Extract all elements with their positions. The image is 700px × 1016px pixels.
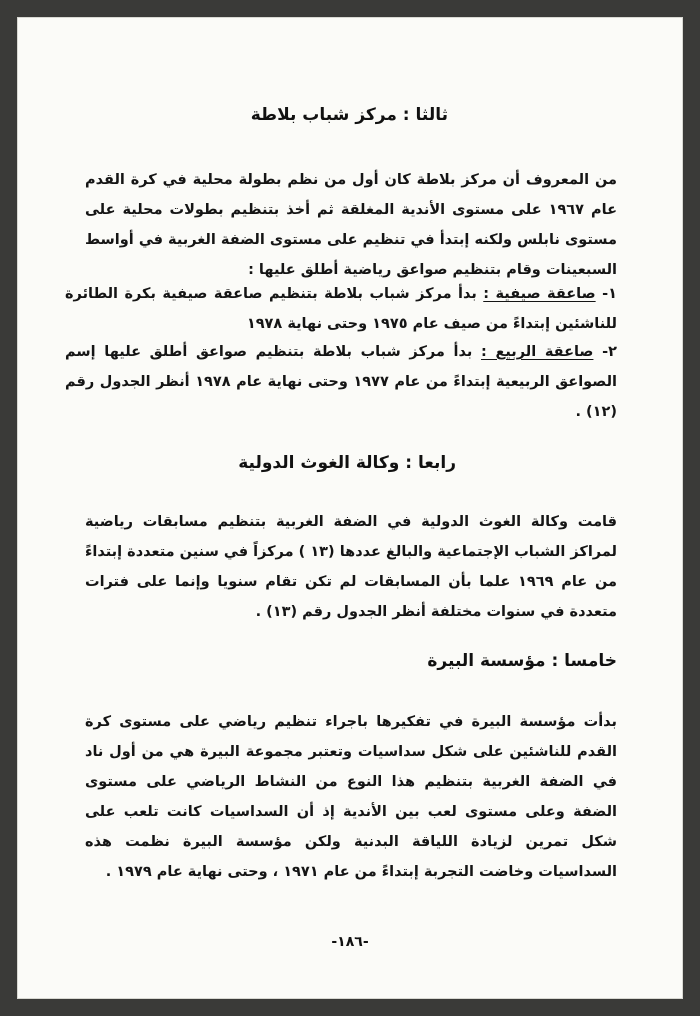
section-heading-5: خامسا : مؤسسة البيرة xyxy=(427,651,617,671)
section-5-paragraph: بدأت مؤسسة البيرة في تفكيرها باجراء تنظيم رياضي على مستوى كرة القدم للناشئين على شكل سداسيات وتعتبر مجموعة البيرة هي من أول ناد في الضفة الغربية بتنظيم هذا النوع من النشاط الرياضي على مستوى الضفة وعلى مستوى لعب بين الأندية إذ أن السداسيات كانت تلعب على شكل تمرين لزيادة اللياقة البدنية ولكن مؤسسة البيرة نظمت هذه السداسيات وخاضت التجربة إبتداءً من عام ١٩٧١ ، وحتى نهاية عام ١٩٧٩ . xyxy=(85,714,617,880)
list-item-label: صاعقة صيفية : xyxy=(483,286,596,302)
section-4-paragraph: قامت وكالة الغوث الدولية في الضفة الغربية بتنظيم مسابقات رياضية لمراكز الشباب الإجتماعية والبالغ عددها (١٣ ) مركزاً في سنين متعددة إبتداءً من عام ١٩٦٩ علما بأن المسابقات لم تكن تقام سنويا وإنما على فترات متعددة في سنوات مختلفة أنظر الجدول رقم (١٣) . xyxy=(85,514,617,620)
section-3-paragraph: من المعروف أن مركز بلاطة كان أول من نظم بطولة محلية في كرة القدم عام ١٩٦٧ على مستوى الأندية المغلقة ثم أخذ بتنظيم بطولات محلية على مستوى نابلس ولكنه إبتدأ في تنظيم على مستوى الضفة الغربية في أواسط السبعينات وقام بتنظيم صواعق رياضية أطلق عليها : xyxy=(85,172,617,278)
list-item-text: بدأ مركز شباب بلاطة بتنظيم صواعق أطلق عليها إسم الصواعق الربيعية إبتداءً من عام ١٩٧٧ وحتى نهاية عام ١٩٧٨ أنظر الجدول رقم (١٢) . xyxy=(65,344,617,420)
list-item-number: ١- xyxy=(602,286,617,302)
list-item-text: بدأ مركز شباب بلاطة بتنظيم صاعقة صيفية بكرة الطائرة للناشئين إبتداءً من صيف عام ١٩٧٥ وحتى نهاية ١٩٧٨ xyxy=(65,286,617,332)
list-item-2 xyxy=(65,337,617,427)
page-number: -١٨٦- xyxy=(331,934,369,950)
section-heading-4: رابعا : وكالة الغوث الدولية xyxy=(238,453,456,473)
section-heading-3: ثالثا : مركز شباب بلاطة xyxy=(250,105,448,125)
document-page xyxy=(17,17,683,999)
list-item-number: ٢- xyxy=(602,344,617,360)
list-item-label: صاعقة الربيع : xyxy=(481,344,594,360)
list-item-1 xyxy=(65,279,617,339)
